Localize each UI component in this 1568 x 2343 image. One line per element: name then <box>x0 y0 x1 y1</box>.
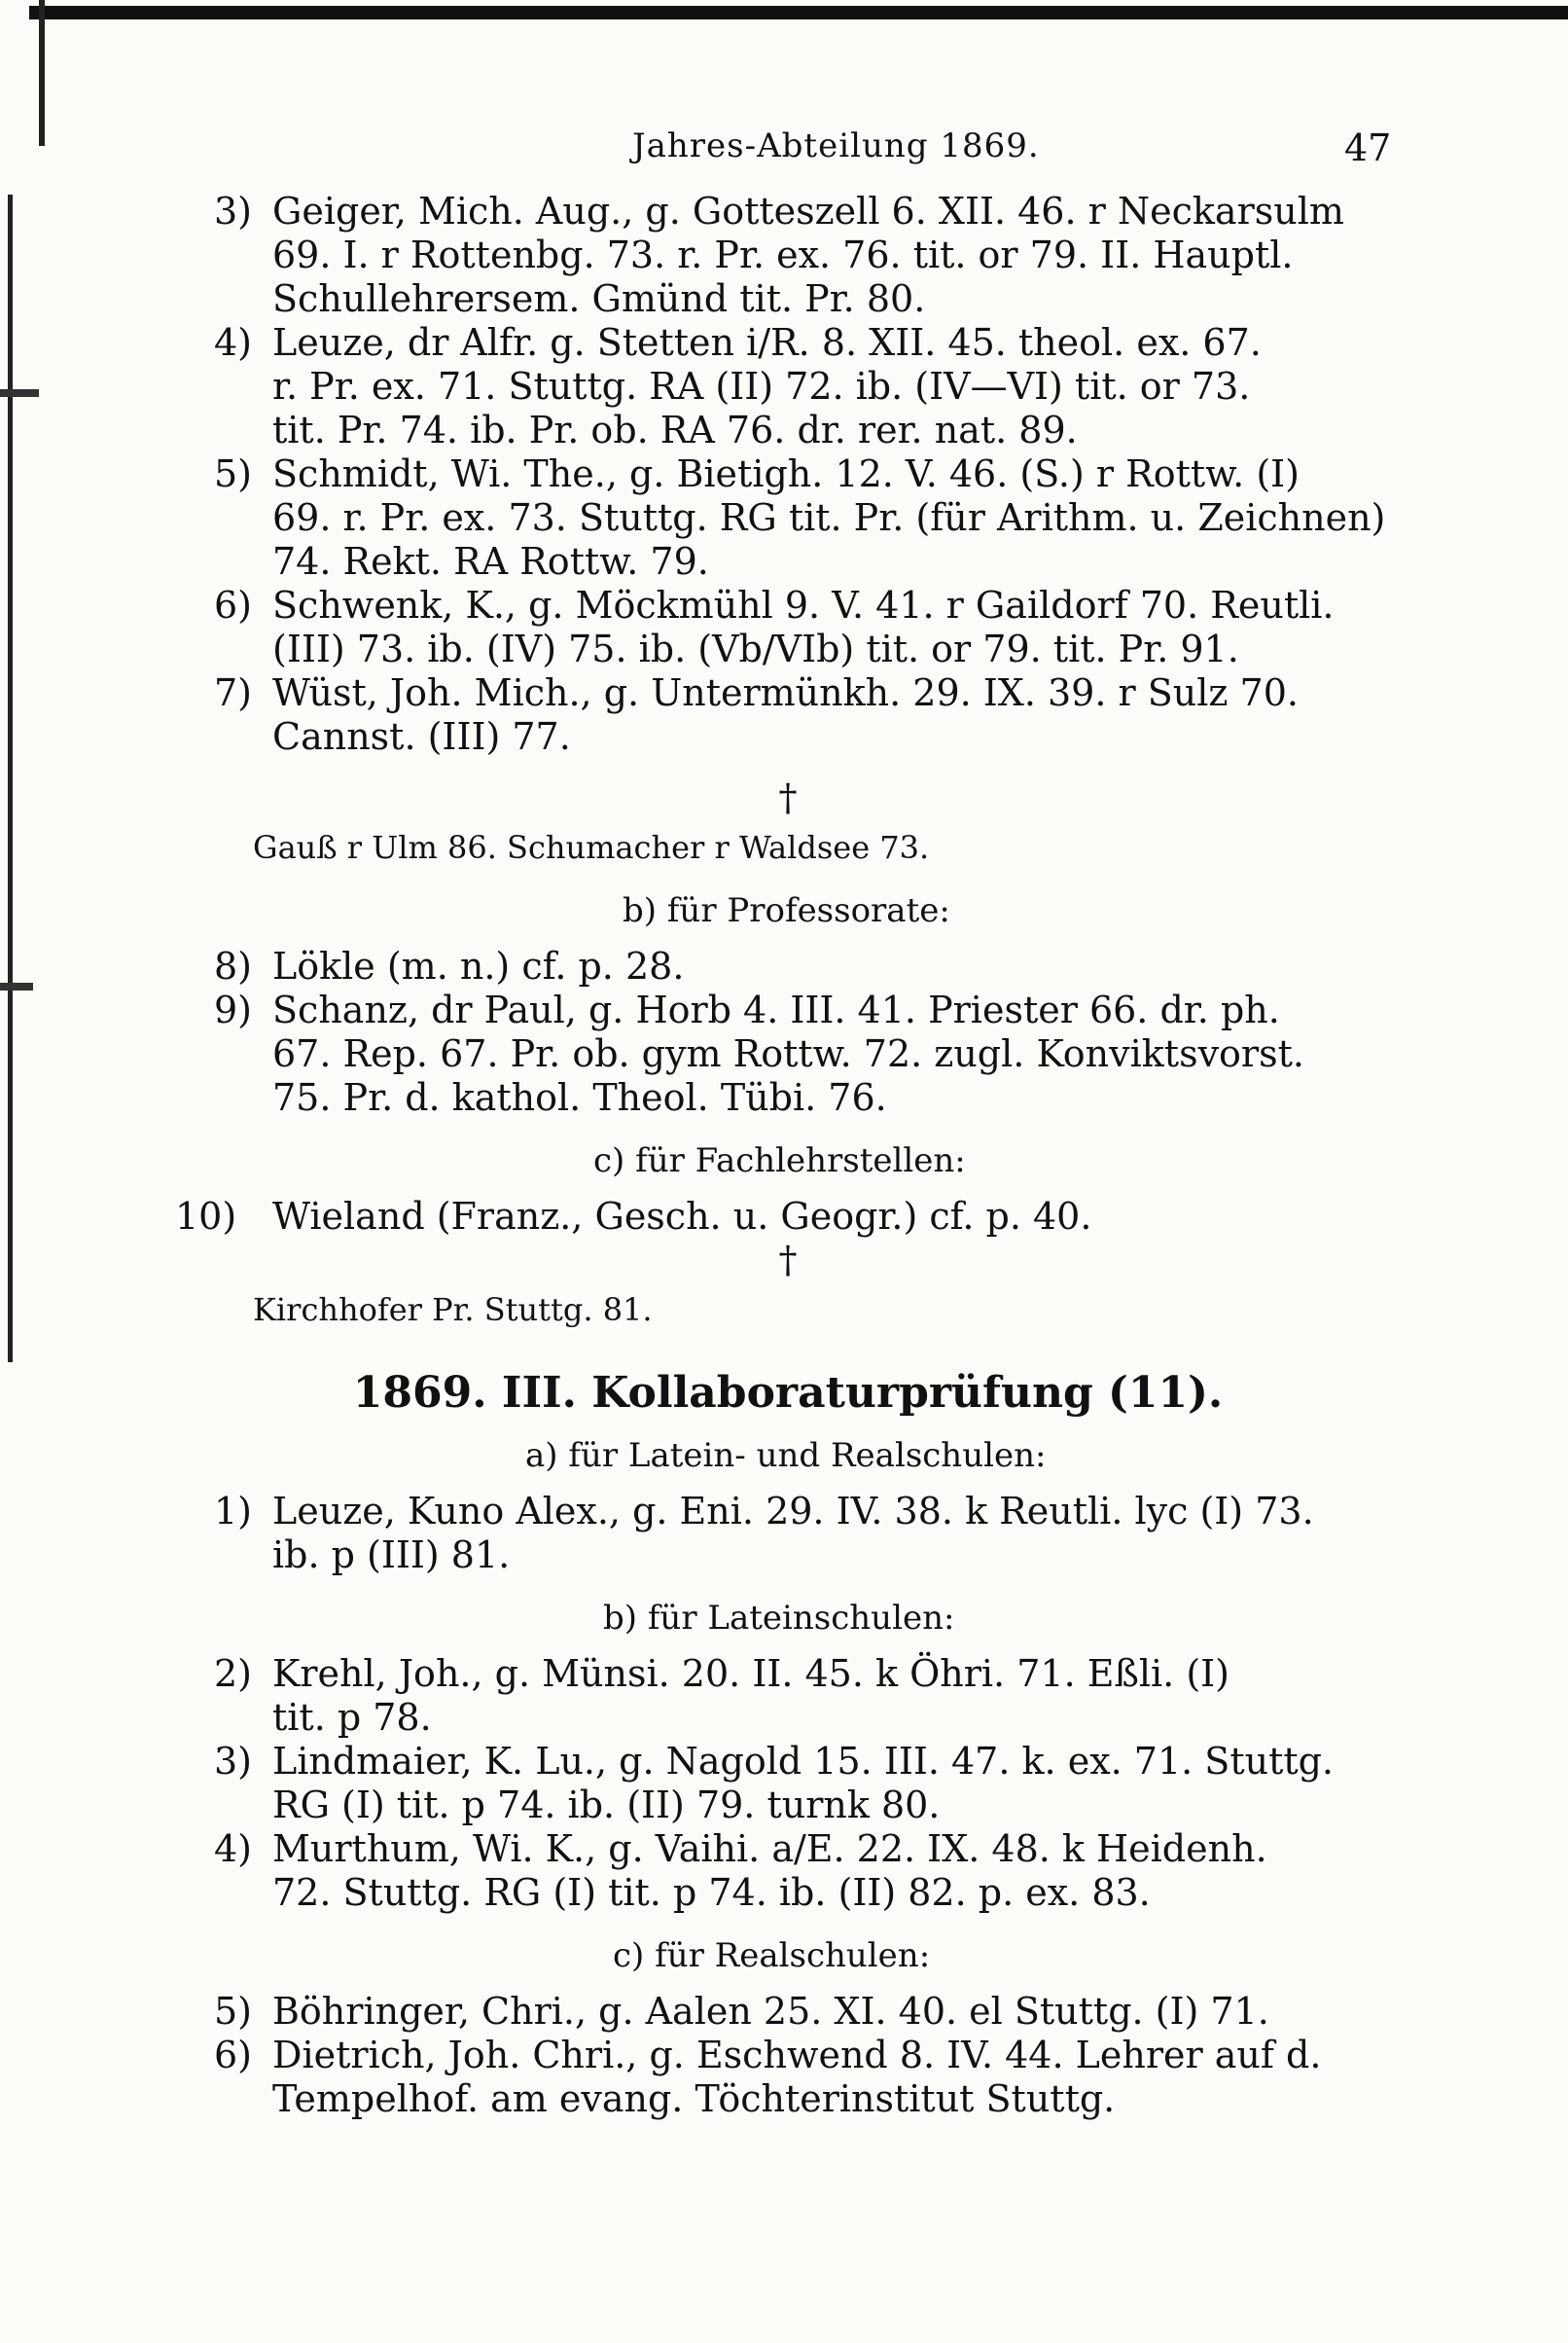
entry <box>175 1740 1401 1827</box>
entry-group <box>175 945 1401 1120</box>
margin-mark <box>0 389 39 397</box>
entry-text: Wieland (Franz., Gesch. u. Geogr.) cf. p. 40. <box>272 1195 1092 1238</box>
deceased-cross: † <box>778 1239 798 1281</box>
entry <box>175 1195 1401 1239</box>
entry <box>175 584 1401 671</box>
page-body <box>175 190 1401 2121</box>
entry <box>175 671 1401 759</box>
entry-text: Geiger, Mich. Aug., g. Gotteszell 6. XII. 46. r Neckarsulm 69. I. r Rottenbg. 73. r. Pr. ex. 76. tit. or 79. II. Hauptl. Schullehrersem. Gmünd tit. Pr. 80. <box>272 190 1344 320</box>
deceased-cross: † <box>778 776 798 819</box>
page-number: 47 <box>1344 126 1392 169</box>
entry-group <box>175 1652 1401 1915</box>
entry <box>175 989 1401 1120</box>
entry <box>175 321 1401 452</box>
entry-text: Schanz, dr Paul, g. Horb 4. III. 41. Priester 66. dr. ph. 67. Rep. 67. Pr. ob. gym Rottw. 72. zugl. Konviktsvorst. 75. Pr. d. kathol. Theol. Tübi. 76. <box>272 989 1304 1119</box>
running-head: Jahres-Abteilung 1869. <box>632 126 1040 165</box>
entry-group <box>175 190 1401 759</box>
entry-number: 4) <box>214 1827 253 1870</box>
entry-text: Dietrich, Joh. Chri., g. Eschwend 8. IV. 44. Lehrer auf d. Tempelhof. am evang. Töchterinstitut Stuttg. <box>272 2034 1322 2120</box>
entry-text: Murthum, Wi. K., g. Vaihi. a/E. 22. IX. 48. k Heidenh. 72. Stuttg. RG (I) tit. p 74. ib. (II) 82. p. ex. 83. <box>272 1827 1267 1914</box>
entry <box>175 1827 1401 1915</box>
entry-text: Leuze, Kuno Alex., g. Eni. 29. IV. 38. k Reutli. lyc (I) 73. ib. p (III) 81. <box>272 1490 1314 1576</box>
entry-number: 3) <box>214 1740 253 1783</box>
entry <box>175 1490 1401 1577</box>
entry-text: Lindmaier, K. Lu., g. Nagold 15. III. 47. k. ex. 71. Stuttg. RG (I) tit. p 74. ib. (II) 79. turnk 80. <box>272 1740 1335 1826</box>
entry-group <box>175 1490 1401 1577</box>
top-edge-rule <box>29 6 1568 19</box>
entry-number: 2) <box>214 1652 253 1695</box>
entry-number: 5) <box>214 452 253 495</box>
entry <box>175 2034 1401 2121</box>
entry-text: Böhringer, Chri., g. Aalen 25. XI. 40. el Stuttg. (I) 71. <box>272 1990 1269 2033</box>
entry-number: 7) <box>214 671 253 714</box>
left-binding-shadow <box>8 195 13 1362</box>
margin-mark <box>0 983 33 991</box>
entry-number: 1) <box>214 1490 253 1532</box>
entry-text: Schmidt, Wi. The., g. Bietigh. 12. V. 46. (S.) r Rottw. (I) 69. r. Pr. ex. 73. Stuttg. RG tit. Pr. (für Arithm. u. Zeichnen) 74. Rekt. RA Rottw. 79. <box>272 452 1386 583</box>
entry <box>175 452 1401 584</box>
entry-number: 9) <box>214 989 253 1031</box>
entry-group <box>175 1990 1401 2121</box>
entry-text: Wüst, Joh. Mich., g. Untermünkh. 29. IX. 39. r Sulz 70. Cannst. (III) 77. <box>272 671 1299 758</box>
entry <box>175 1652 1401 1740</box>
entry-number: 3) <box>214 190 253 233</box>
left-edge-rule <box>39 0 45 146</box>
deceased-list: Kirchhofer Pr. Stuttg. 81. <box>253 1291 653 1328</box>
subheading: c) für Fachlehrstellen: <box>593 1141 966 1180</box>
subheading: b) für Lateinschulen: <box>603 1599 955 1638</box>
entry-text: Schwenk, K., g. Möckmühl 9. V. 41. r Gaildorf 70. Reutli. (III) 73. ib. (IV) 75. ib. (Vb/VIb) tit. or 79. tit. Pr. 91. <box>272 584 1335 670</box>
entry-number: 8) <box>214 945 253 988</box>
entry-text: Leuze, dr Alfr. g. Stetten i/R. 8. XII. 45. theol. ex. 67. r. Pr. ex. 71. Stuttg. RA (II) 72. ib. (IV—VI) tit. or 73. tit. Pr. 74. ib. Pr. ob. RA 76. dr. rer. nat. 89. <box>272 321 1262 451</box>
entry-group <box>175 1195 1401 1239</box>
subheading: c) für Realschulen: <box>613 1936 931 1975</box>
entry-text: Lökle (m. n.) cf. p. 28. <box>272 945 685 988</box>
entry-text: Krehl, Joh., g. Münsi. 20. II. 45. k Öhri. 71. Eßli. (I) tit. p 78. <box>272 1652 1229 1739</box>
entry-number: 5) <box>214 1990 253 2033</box>
entry <box>175 945 1401 989</box>
deceased-list: Gauß r Ulm 86. Schumacher r Waldsee 73. <box>253 829 930 866</box>
entry <box>175 1990 1401 2034</box>
entry <box>175 190 1401 321</box>
subheading: a) für Latein- und Realschulen: <box>525 1436 1047 1475</box>
subheading: b) für Professorate: <box>623 891 950 930</box>
section-title: 1869. III. Kollaboraturprüfung (11). <box>352 1368 1224 1418</box>
entry-number: 6) <box>214 2034 253 2076</box>
entry-number: 10) <box>175 1195 237 1238</box>
entry-number: 6) <box>214 584 253 627</box>
entry-number: 4) <box>214 321 253 364</box>
